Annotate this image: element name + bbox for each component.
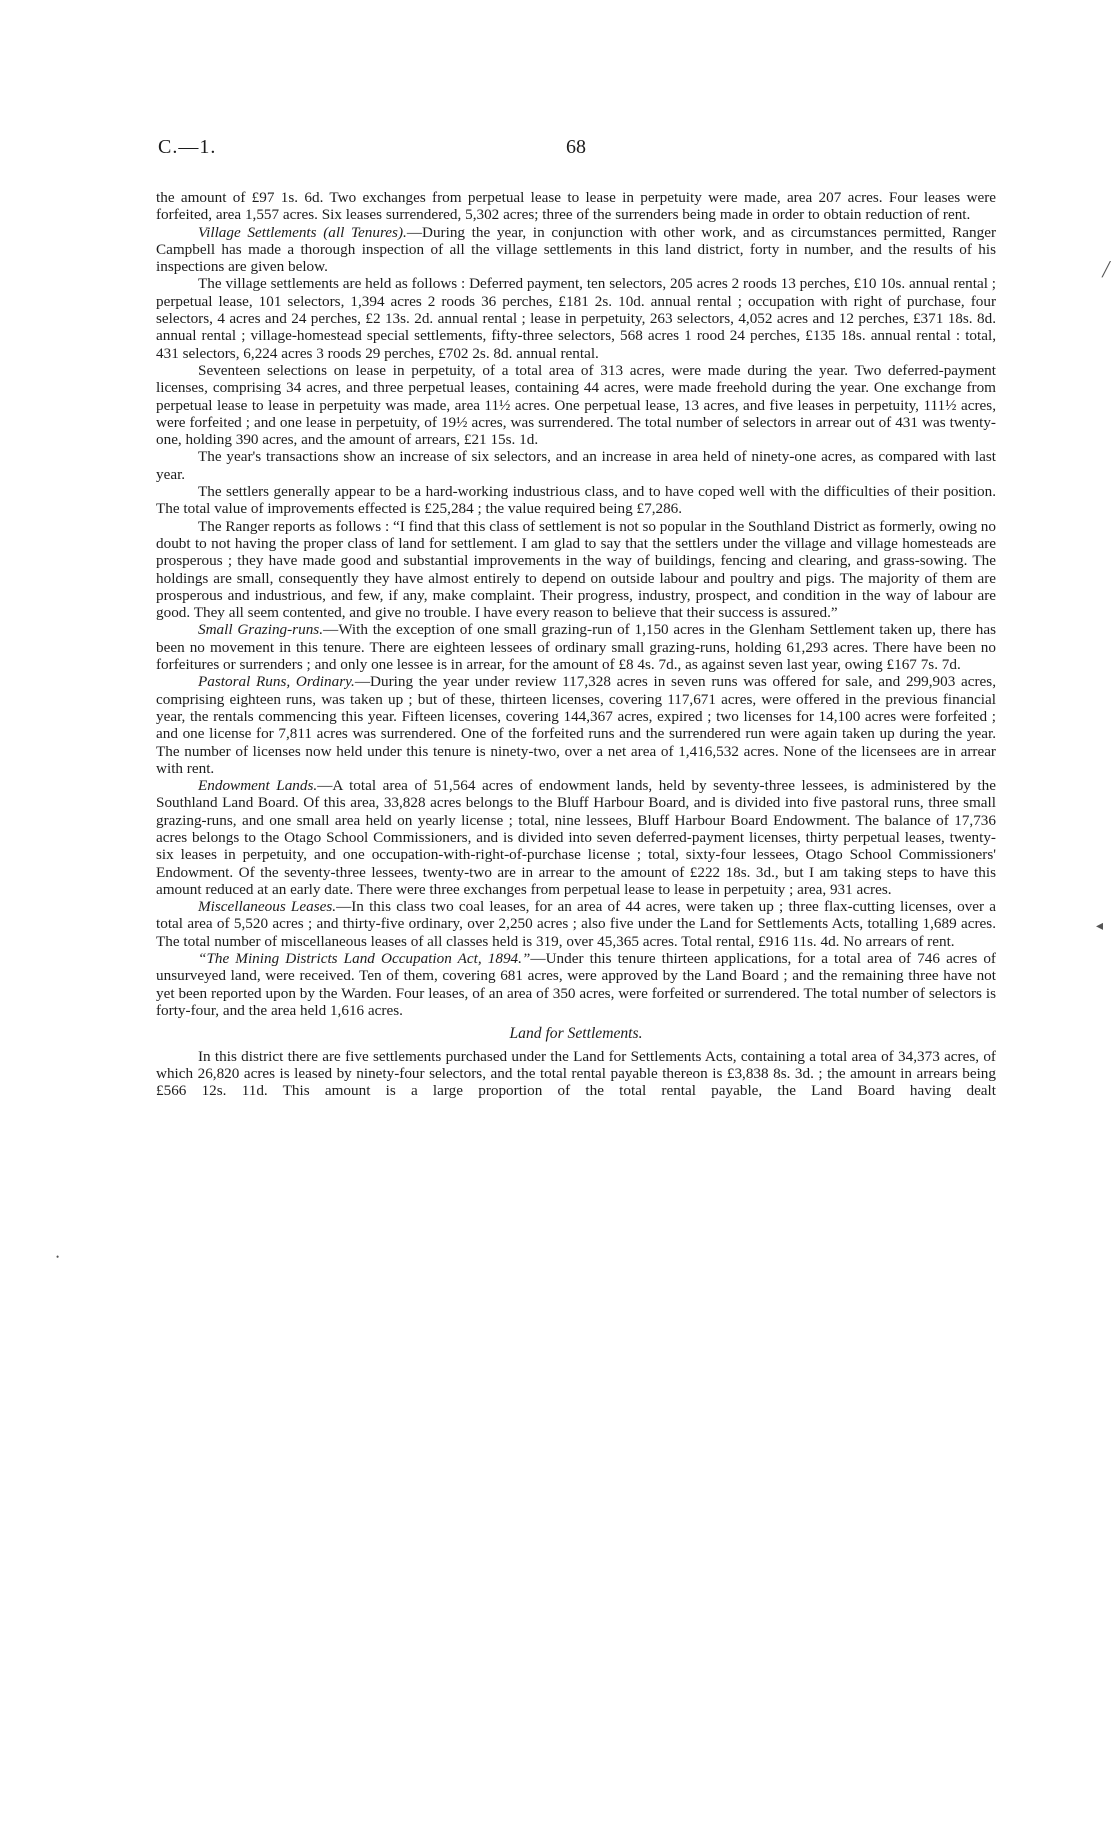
margin-tick-mark: ╱ bbox=[1102, 263, 1111, 278]
paragraph-lead: “The Mining Districts Land Occupation Act, 1894.” bbox=[198, 950, 531, 968]
page-body bbox=[156, 189, 996, 1099]
margin-dot-mark: • bbox=[56, 1252, 60, 1262]
paragraph: Small Grazing-runs.—With the exception of one small grazing-run of 1,150 acres in the Glenham Settlement taken up, there has been no movement in this tenure. There are eighteen lessees of ordinary small grazing-runs, holding 61,293 acres. There have been no forfeitures or surrenders ; and only one lessee is in arrear, for the amount of £8 4s. 7d., as against seven last year, owing £167 7s. 7d. bbox=[156, 621, 997, 674]
paragraph: the amount of £97 1s. 6d. Two exchanges from perpetual lease to lease in perpetuity were made, area 207 acres. Four leases were forfeited, area 1,557 acres. Six leases surrendered, 5,302 acres; three of the surrenders being made in order to obtain reduction of rent. bbox=[156, 189, 996, 224]
paragraph: Pastoral Runs, Ordinary.—During the year under review 117,328 acres in seven runs was offered for sale, and 299,903 acres, comprising eighteen runs, was taken up ; but of these, thirteen licenses, covering 117,671 acres, were offered in the previous financial year, the rentals commencing this year. Fifteen licenses, covering 144,367 acres, expired ; two licenses for 14,100 acres were forfeited ; and one license for 7,811 acres was surrendered. One of the forfeited runs and the surrendered run were again taken up during the year. The number of licenses now held under this tenure is ninety-two, over a net area of 1,416,532 acres. None of the licensees are in arrear with rent. bbox=[156, 673, 996, 777]
paragraph: Seventeen selections on lease in perpetuity, of a total area of 313 acres, were made during the year. Two deferred-payment licenses, comprising 34 acres, and three perpetual leases, containing 44 acres, were made freehold during the year. One exchange from perpetual lease to lease in perpetuity was made, area 11½ acres. One perpetual lease, 13 acres, and five leases in perpetuity, 111½ acres, were forfeited ; and one lease in perpetuity, of 19½ acres, was surrendered. The total number of selectors in arrear out of 431 was twenty-one, holding 390 acres, and the amount of arrears, £21 15s. 1d. bbox=[156, 361, 996, 449]
paragraph-lead: Village Settlements (all Tenures). bbox=[198, 223, 407, 241]
paragraph: The Ranger reports as follows : “I find that this class of settlement is not so popular in the Southland District as formerly, owing no doubt to not having the proper class of land for settlement. I am glad to say that the settlers under the village and village homesteads are prosperous ; they have made good and substantial improvements in the way of buildings, fencing and clearing, and grass-sowing. The holdings are small, consequently they have almost entirely to depend on outside labour and poultry and pigs. The majority of them are prosperous and industrious, and few, if any, make complaint. Their progress, industry, prospect, and condition in the way of labour are good. They all seem contented, and give no trouble. I have every reason to believe that their success is assured.” bbox=[156, 517, 996, 622]
page-number: 68 bbox=[566, 136, 586, 158]
paragraph-lead: Endowment Lands. bbox=[198, 777, 318, 795]
paragraph: The village settlements are held as follows : Deferred payment, ten selectors, 205 acres 2 roods 13 perches, £10 10s. annual rental ; perpetual lease, 101 selectors, 1,394 acres 2 roods 36 perches, £181 2s. 10d. annual rental ; occupation with right of purchase, four selectors, 4 acres and 24 perches, £2 13s. 2d. annual rental ; lease in perpetuity, 263 selectors, 4,052 acres and 12 perches, £371 18s. 8d. annual rental ; village-homestead special settlements, fifty-three selectors, 568 acres 1 rood 24 perches, £135 18s. annual rental : total, 431 selectors, 6,224 acres 3 roods 29 perches, £702 2s. 8d. annual rental. bbox=[156, 275, 996, 362]
paragraph: Miscellaneous Leases.—In this class two coal leases, for an area of 44 acres, were taken up ; three flax-cutting licenses, over a total area of 5,520 acres ; and thirty-five ordinary, over 2,250 acres ; also five under the Land for Settlements Acts, totalling 1,689 acres. The total number of miscellaneous leases of all classes held is 319, over 45,365 acres. Total rental, £916 11s. 4d. No arrears of rent. bbox=[156, 898, 996, 950]
paragraph-lead: Pastoral Runs, Ordinary. bbox=[198, 673, 355, 691]
document-reference: C.—1. bbox=[158, 136, 217, 158]
paragraph-lead: Small Grazing-runs. bbox=[198, 621, 323, 639]
paragraph: In this district there are five settlements purchased under the Land for Settlements Acts, containing a total area of 34,373 acres, of which 26,820 acres is leased by ninety-four selectors, and the total rental payable thereon is £3,838 8s. 3d. ; the amount in arrears being £566 12s. 11d. This amount is a large proportion of the total rental payable, the Land Board having dealt bbox=[156, 1047, 996, 1100]
paragraph: Village Settlements (all Tenures).—During the year, in conjunction with other work, and as circumstances permitted, Ranger Campbell has made a thorough inspection of all the village settlements in this land district, forty in number, and the results of his inspections are given below. bbox=[156, 223, 997, 276]
margin-arrow-mark: ◂ bbox=[1096, 919, 1104, 934]
section-heading: Land for Settlements. bbox=[509, 1025, 643, 1043]
paragraph: “The Mining Districts Land Occupation Act, 1894.”—Under this tenure thirteen applications, for a total area of 746 acres of unsurveyed land, were received. Ten of them, covering 681 acres, were approved by the Land Board ; and the remaining three have not yet been reported upon by the Warden. Four leases, of an area of 350 acres, were forfeited or surrendered. The total number of selectors is forty-four, and the area held 1,616 acres. bbox=[156, 950, 996, 1019]
paragraph: Endowment Lands.—A total area of 51,564 acres of endowment lands, held by seventy-three lessees, is administered by the Southland Land Board. Of this area, 33,828 acres belongs to the Bluff Harbour Board, and is divided into five pastoral runs, three small grazing-runs, and one small area held on yearly license ; total, nine lessees, Bluff Harbour Board Endowment. The balance of 17,736 acres belongs to the Otago School Commissioners, and is divided into seven deferred-payment licenses, thirty perpetual leases, twenty-six leases in perpetuity, and one occupation-with-right-of-purchase license ; total, sixty-four lessees, Otago School Commissioners' Endowment. Of the seventy-three lessees, twenty-two are in arrear to the amount of £222 18s. 3d., but I am taking steps to have this amount reduced at an early date. There were three exchanges from perpetual lease to lease in perpetuity ; area, 931 acres. bbox=[156, 777, 996, 898]
page-header bbox=[158, 136, 994, 166]
paragraph: The settlers generally appear to be a hard-working industrious class, and to have coped well with the difficulties of their position. The total value of improvements effected is £25,284 ; the value required being £7,286. bbox=[156, 483, 996, 518]
paragraph-lead: Miscellaneous Leases. bbox=[198, 898, 337, 916]
paragraph: The year's transactions show an increase of six selectors, and an increase in area held of ninety-one acres, as compared with last year. bbox=[156, 448, 996, 483]
